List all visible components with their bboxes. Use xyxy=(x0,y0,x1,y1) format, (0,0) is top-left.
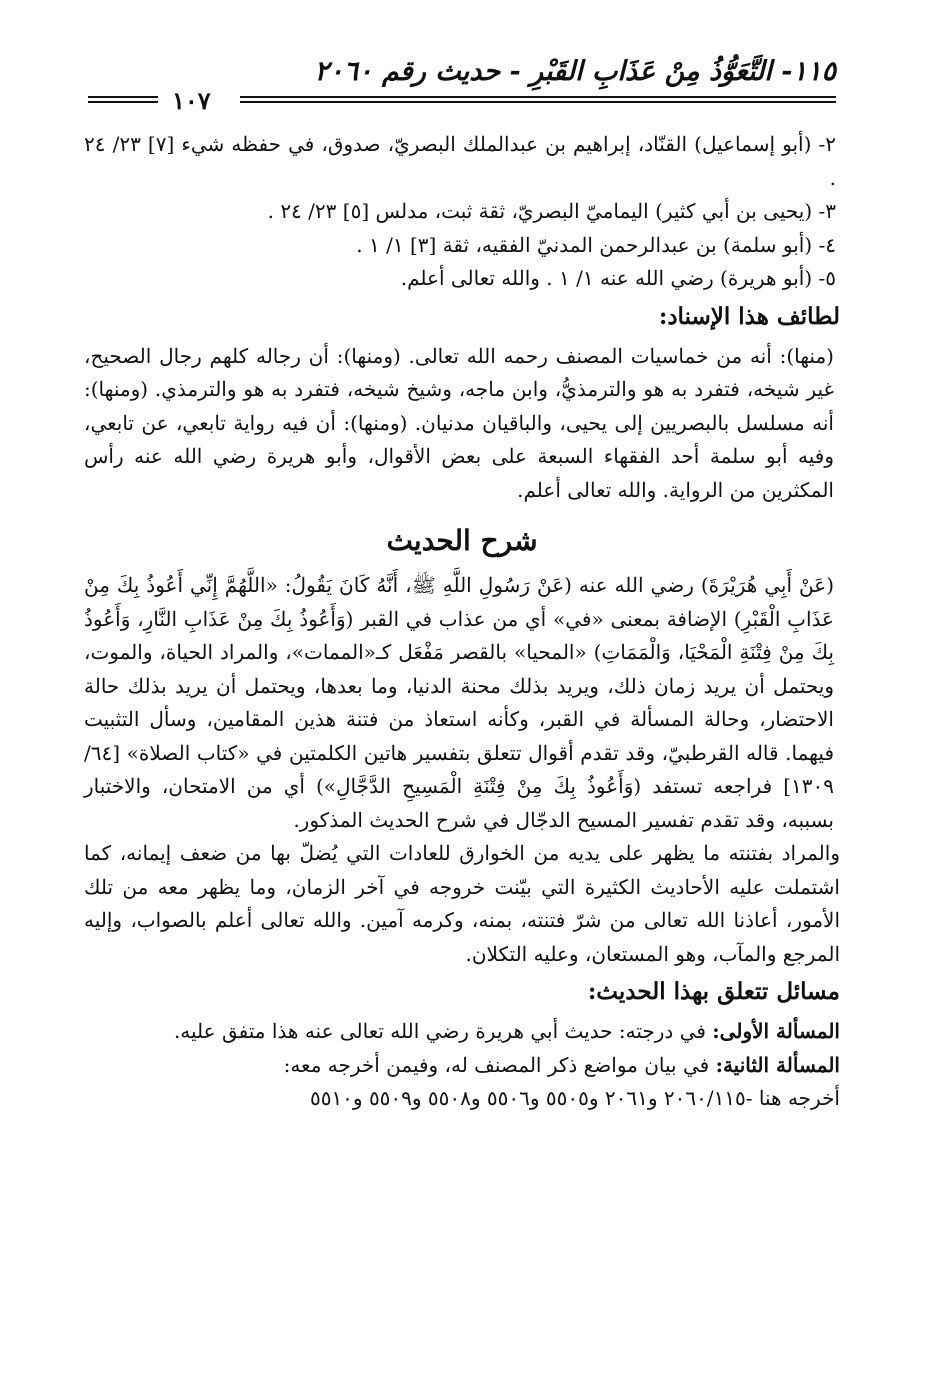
page-body xyxy=(84,128,840,1116)
masala-1-label: المسألة الأولى: xyxy=(712,1019,840,1043)
narrator-entry-2: ٢- (أبو إسماعيل) القنّاد، إبراهيم بن عبدالملك البصريّ، صدوق، في حفظه شيء [٧] ٢٣/ ٢٤ . xyxy=(84,132,837,190)
lataif-paragraph: (منها): أنه من خماسيات المصنف رحمه الله تعالى. (ومنها): أن رجاله كلهم رجال الصحيح، غير شيخه، فتفرد به هو والترمذيُّ، وابن ماجه، وشيخ شيخه، فتفرد به هو والترمذي. (ومنها): أنه مسلسل بالبصريين إلى يحيى، والباقيان مدنيان. (ومنها): أن فيه رواية تابعي، عن تابعي، وفيه أبو سلمة أحد الفقهاء السبعة على بعض الأقوال، وأبو هريرة رضي الله عنه رأس المكثرين من الرواية. والله تعالى أعلم. xyxy=(84,343,834,502)
narrator-entry-5: ٥- (أبو هريرة) رضي الله عنه ١/ ١ . والله تعالى أعلم. xyxy=(400,266,836,290)
header-rule xyxy=(240,96,836,103)
masala-1 xyxy=(84,1015,840,1049)
page-header xyxy=(88,52,836,115)
sharh-paragraph-2: والمراد بفتنته ما يظهر على يديه من الخوارق للعادات التي يُضلّ بها من ضعف إيمانه، كما اشتملت عليه الأحاديث الكثيرة التي بيّنت خروجه في آخر الزمان، وما يظهر معه من تلك الأمور، أعاذنا الله تعالى من شرّ فتنته، بمنه، وكرمه آمين. والله تعالى أعلم بالصواب، وإليه المرجع والمآب، وهو المستعان، وعليه التكلان. xyxy=(84,841,840,966)
page-number: ١٠٧ xyxy=(172,86,211,115)
sharh-paragraph-1: (عَنْ أَبِي هُرَيْرَةَ) رضي الله عنه (عَنْ رَسُولِ اللَّهِ ﷺ، أَنَّهُ كَانَ يَقُولُ: «اللَّهُمَّ إِنِّي أَعُوذُ بِكَ مِنْ عَذَابِ الْقَبْرِ) الإضافة بمعنى «في» أي من عذاب في القبر (وَأَعُوذُ بِكَ مِنْ عَذَابِ النَّارِ، وَأَعُوذُ بِكَ مِنْ فِتْنَةِ الْمَحْيَا، وَالْمَمَاتِ) «المحيا» بالقصر مَفْعَل كـ«الممات»، والمراد الحياة، والموت، ويحتمل أن يريد زمان ذلك، ويريد بذلك محنة الدنيا، وما بعدها، ويحتمل أن يريد بذلك حالة الاحتضار، وحالة المسألة في القبر، وكأنه استعاذ من فتنة هذين المقامين، وسأل التثبيت فيهما. قاله القرطبيّ، وقد تقدم أقوال تتعلق بتفسير هاتين الكلمتين في «كتاب الصلاة» [٦٤/ ١٣٠٩] فراجعه تستفد (وَأَعُوذُ بِكَ مِنْ فِتْنَةِ الْمَسِيحِ الدَّجَّالِ») أي من الامتحان، والاختبار بسببه، وقد تقدم تفسير المسيح الدجّال في شرح الحديث المذكور. xyxy=(84,573,835,832)
masala-2-label: المسألة الثانية: xyxy=(715,1052,840,1077)
masail-heading: مسائل تتعلق بهذا الحديث: xyxy=(587,978,840,1005)
header-rule-left xyxy=(88,96,158,103)
running-title: ١١٥- التَّعَوُّذُ مِنْ عَذَابِ القَبْرِ - حديث رقم ٢٠٦٠ xyxy=(314,56,836,87)
sharh-heading: شرح الحديث xyxy=(386,524,538,557)
masala-2 xyxy=(84,1049,840,1083)
narrator-entry-3: ٣- (يحيى بن أبي كثير) اليماميّ البصريّ، ثقة ثبت، مدلس [٥] ٢٣/ ٢٤ . xyxy=(267,199,836,223)
takhrij-line: أخرجه هنا -٢٠٦٠/١١٥ و٢٠٦١ و٥٥٠٥ و٥٥٠٦ و٥٥٠٨ و٥٥٠٩ و٥٥١٠ xyxy=(309,1086,840,1110)
lataif-heading: لطائف هذا الإسناد: xyxy=(658,302,840,330)
masala-1-text: في درجته: حديث أبي هريرة رضي الله تعالى عنه هذا متفق عليه. xyxy=(173,1019,706,1043)
masala-2-text: في بيان مواضع ذكر المصنف له، وفيمن أخرجه معه: xyxy=(283,1052,710,1077)
narrator-entry-4: ٤- (أبو سلمة) بن عبدالرحمن المدنيّ الفقيه، ثقة [٣] ١/ ١ . xyxy=(356,232,836,257)
